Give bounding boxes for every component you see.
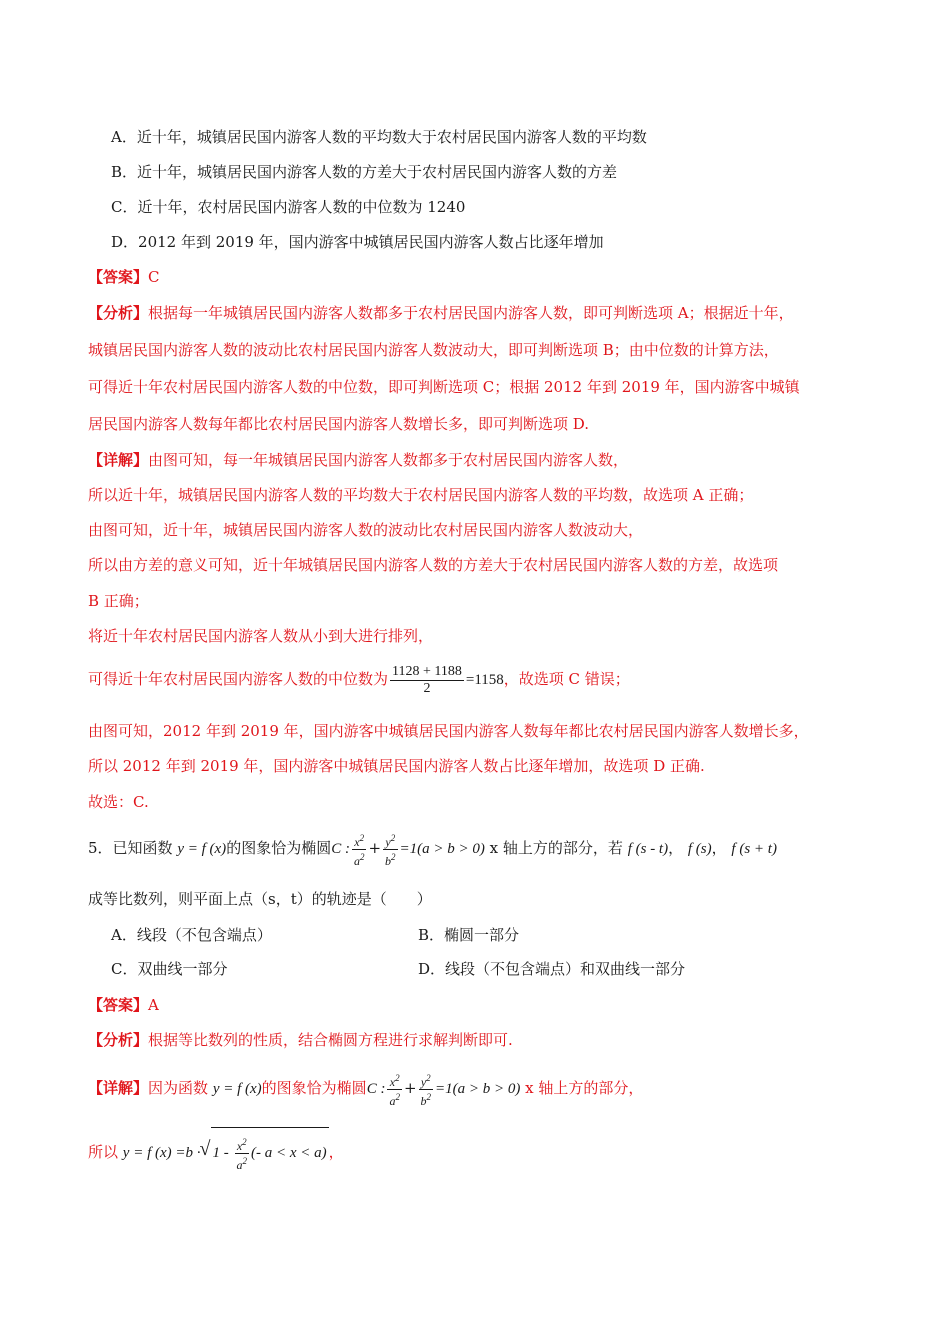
answer-value: C [148, 268, 160, 286]
q4-detail-line: 由图可知，2012 年到 2019 年，国内游客中城镇居民国内游客人数每年都比农村居民国内游客人数增长多， [88, 722, 809, 740]
q4-analysis-line: 居民国内游客人数每年都比农村居民国内游客人数增长多，即可判断选项 D. [88, 415, 590, 433]
q4-analysis-line: 城镇居民国内游客人数的波动比农村居民国内游客人数波动大，即可判断选项 B；由中位数的计算方法， [88, 341, 779, 359]
so-end: ， [328, 1143, 344, 1161]
q5-y-fraction: $\frac{y^2}{b^2}$ [385, 832, 396, 868]
so-range: (- a < x < a) [251, 1145, 327, 1161]
so-label: 所以 [88, 1143, 119, 1161]
analysis-label: 【分析】 [88, 1031, 149, 1049]
analysis-label: 【分析】 [88, 304, 149, 322]
q5-stem-line2: 成等比数列，则平面上点（s，t）的轨迹是（ ） [88, 890, 432, 908]
q5-option-c: C．双曲线一部分 [111, 960, 228, 978]
q5-detail-x-fraction: $\frac{x^2}{a^2}$ [389, 1072, 400, 1108]
sqrt-expression: √ 1 - $\frac{x^2}{a^2}$ (- a < x < a) [211, 1127, 329, 1178]
q5-option-a: A．线段（不包含端点） [111, 926, 272, 944]
q5-detail: 【详解】因为函数 y = f (x)的图象恰为椭圆C : $\frac{x^2}{a^2}$ + $\frac{y^2}{b^2}$ =1(a > b > 0) x 轴上方的部分， [88, 1072, 644, 1108]
q4-analysis-line: 可得近十年农村居民国内游客人数的中位数，即可判断选项 C；根据 2012 年到 2019 年，国内游客中城镇 [88, 378, 800, 396]
q4-detail-line: 所以近十年，城镇居民国内游客人数的平均数大于农村居民国内游客人数的平均数，故选项 A 正确； [88, 486, 754, 504]
q5-detail-y-fraction: $\frac{y^2}{b^2}$ [420, 1072, 432, 1108]
q4-detail-line: 所以由方差的意义可知，近十年城镇居民国内游客人数的方差大于农村居民国内游客人数的方差，故选项 [88, 556, 779, 574]
q4-detail-line: 由图可知，近十年，城镇居民国内游客人数的波动比农村居民国内游客人数波动大， [88, 521, 644, 539]
q5-detail-ellipse-c: C : [366, 1081, 386, 1097]
q5-detail-func: y = f (x) [212, 1081, 262, 1097]
answer-label: 【答案】 [88, 268, 149, 286]
q5-stem-prefix: 5．已知函数 [88, 839, 173, 857]
q5-stem-mid2: x 轴上方的部分，若 [489, 839, 623, 857]
q5-stem-mid: 的图象恰为椭圆 [226, 839, 332, 857]
q4-option-c: C．近十年，农村居民国内游客人数的中位数为 1240 [111, 198, 466, 216]
q4-detail-line: B 正确； [88, 592, 149, 610]
detail-prefix: 因为函数 [148, 1079, 209, 1097]
q5-analysis [88, 1029, 513, 1051]
detail-label: 【详解】 [88, 1079, 149, 1097]
q5-func: y = f (x) [177, 841, 227, 857]
answer-value: A [148, 996, 159, 1014]
q4-conclusion: 故选：C. [88, 793, 149, 811]
q4-analysis-line [88, 302, 794, 324]
q5-f1: f (s - t) [627, 841, 669, 857]
answer-label: 【答案】 [88, 996, 149, 1014]
median-prefix: 可得近十年农村居民国内游客人数的中位数为 [88, 670, 389, 688]
q4-option-d: D．2012 年到 2019 年，国内游客中城镇居民国内游客人数占比逐年增加 [111, 233, 604, 251]
median-denominator: 2 [423, 680, 431, 696]
detail-label: 【详解】 [88, 451, 149, 469]
median-result: =1158 [465, 672, 504, 688]
q5-so-line [88, 1127, 344, 1178]
q5-option-b: B．椭圆一部分 [418, 926, 520, 944]
q4-answer [88, 266, 160, 288]
q5-ellipse-cond: =1(a > b > 0) [399, 841, 485, 857]
q4-detail-line: 将近十年农村居民国内游客人数从小到大进行排列， [88, 627, 434, 645]
q4-option-a: A．近十年，城镇居民国内游客人数的平均数大于农村居民国内游客人数的平均数 [111, 128, 647, 146]
median-fraction [390, 664, 464, 697]
q5-f2: f (s) [687, 841, 712, 857]
detail-suffix: x 轴上方的部分， [525, 1079, 644, 1097]
q5-x-fraction: $\frac{x^2}{a^2}$ [353, 832, 365, 868]
q5-answer [88, 994, 159, 1016]
q5-ellipse-c: C : [331, 841, 350, 857]
detail-mid: 的图象恰为椭圆 [261, 1079, 367, 1097]
q4-option-b: B．近十年，城镇居民国内游客人数的方差大于农村居民国内游客人数的方差 [111, 163, 618, 181]
q5-stem: 5．已知函数 y = f (x)的图象恰为椭圆C : $\frac{x^2}{a^2}$ + $\frac{y^2}{b^2}$ =1(a > b > 0) x 轴上方的部分，若 f (s - t)， f (s)， f (s + t) [88, 832, 777, 868]
q4-detail-line: 所以 2012 年到 2019 年，国内游客中城镇居民国内游客人数占比逐年增加，故选项 D 正确. [88, 757, 705, 775]
q4-detail-line [88, 449, 628, 471]
detail-text: 由图可知，每一年城镇居民国内游客人数都多于农村居民国内游客人数， [148, 451, 629, 469]
q5-f3: f (s + t) [731, 841, 777, 857]
so-expr: y = f (x) =b · [122, 1145, 201, 1161]
q5-option-d: D．线段（不包含端点）和双曲线一部分 [418, 960, 686, 978]
q5-detail-ellipse-cond: =1(a > b > 0) [435, 1081, 521, 1097]
analysis-text: 根据等比数列的性质，结合椭圆方程进行求解判断即可. [148, 1031, 513, 1049]
q4-median-line [88, 656, 630, 703]
median-suffix: ，故选项 C 错误； [503, 670, 630, 688]
median-numerator: 1128 + 1188 [392, 663, 462, 679]
analysis-text: 根据每一年城镇居民国内游客人数都多于农村居民国内游客人数，即可判断选项 A；根据近十年， [148, 304, 794, 322]
